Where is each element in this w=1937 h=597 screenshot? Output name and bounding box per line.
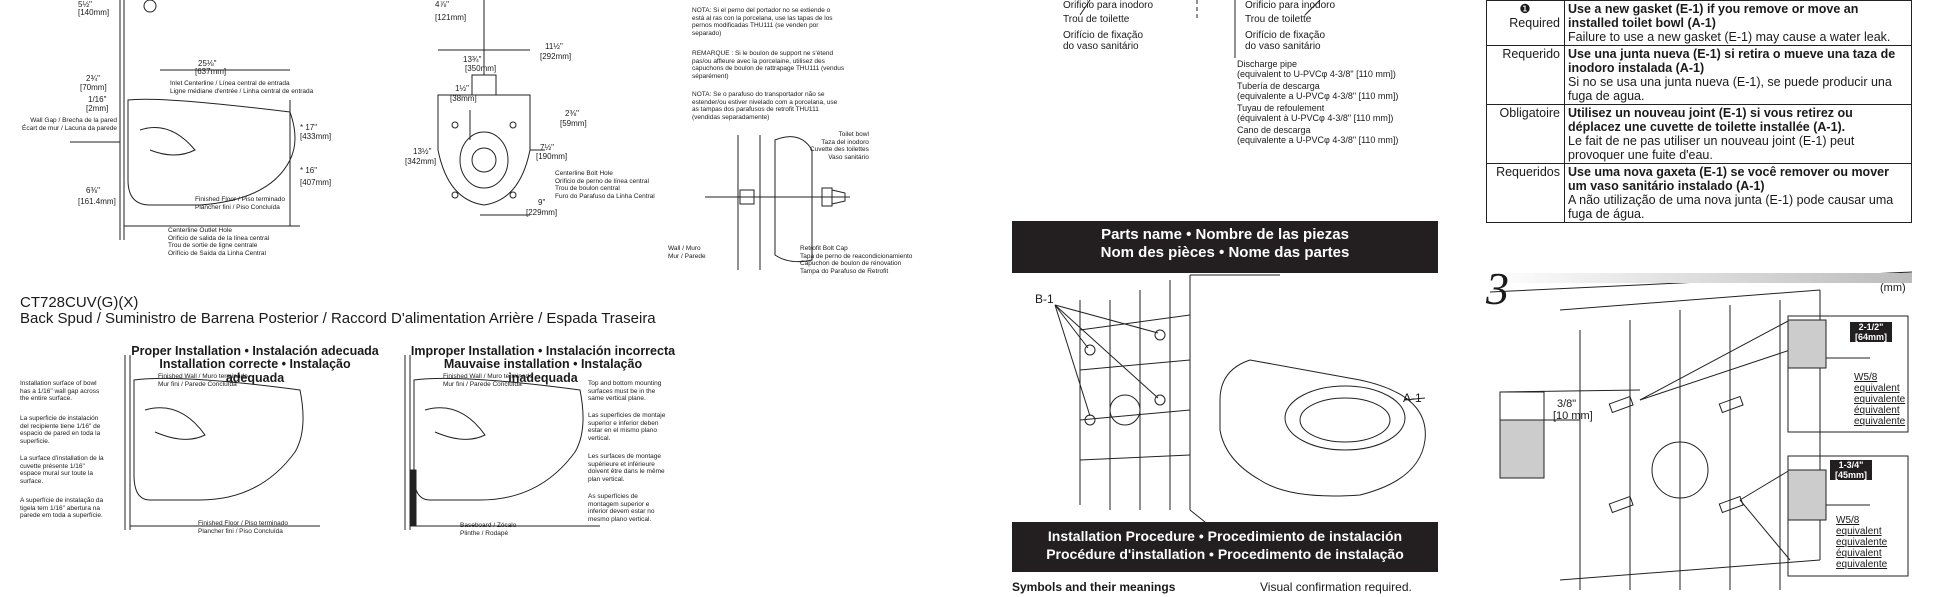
dim-637mm: [637mm] [195,67,227,76]
orificio-pt-label: Orifício de fixação do vaso sanitário [1063,30,1144,52]
orificio-pt-label-2: Orifício de fixação do vaso sanitário [1245,30,1326,52]
improper-heading-1: Improper Installation • Instalación incorrecta [410,344,676,358]
proper-heading-2: Installation correcte • Instalação adequada [159,357,351,385]
req-text: Si no se usa una junta nueva (E-1), se puede producir una fuga de agua. [1568,75,1892,103]
dim-6-38: 6⅜" [86,186,100,195]
note-es: NOTA: Si el perno del portador no se extiende o está al ras con la porcelana, use las tapas de los pernos modificadas THU111 (se venden por separado) [692,7,833,37]
req-content [1565,105,1912,164]
dim-11-5: 11½" [545,42,563,51]
procedure-title-1: Installation Procedure • Procedimiento de instalación [1047,528,1403,544]
req-row-pt [1487,164,1912,223]
dim-13-5: 13½" [413,147,432,156]
note-pt: NOTA: Se o parafuso do transportador não se estender/ou estiver nivelado com a porcelana, use as tampas dos parafusos de retrofit THU111 (vendidas separadamente) [692,91,838,121]
dim-1-16: 1/16" [88,95,107,104]
req-label: Required [1509,16,1560,30]
dim-box-45mm: 1-3/4" [45mm] [1830,460,1872,480]
orificio-label-2: Orificio para inodoro [1245,0,1336,11]
parts-title-2: Nom des pièces • Nome das partes [1100,244,1350,261]
dim-9: 9" [538,198,546,207]
req-content [1565,164,1912,223]
unit-label: (mm) [1880,282,1906,294]
w58-bottom-label: W5/8 equivalent equivalente équivalent equivalente [1836,515,1888,570]
req-row-fr [1487,105,1912,164]
dim-190mm: [190mm] [536,152,568,161]
outlet-hole-label: Centerline Outlet Hole Orificio de salida de la línea central Trou de sortie de ligne centrale Orifício de Saída da Linha Central [168,227,270,257]
req-content [1565,46,1912,105]
req-row-es [1487,46,1912,105]
dim-121mm: [121mm] [435,13,467,22]
dim-10mm: [10 mm] [1553,410,1593,422]
note-fr: REMARQUE : Si le boulon de support ne s'étend pas/ou affleure avec la porcelaine, utilisez des capuchons de boulon de rattrapage THU111 (vendus séparément) [692,50,845,80]
baseboard-label: Baseboard / Zócalo Plinthe / Rodapé [460,522,517,537]
toilet-bowl-label: Toilet bowl Taza del inodoro Cuvette des toilettes Vaso sanitário [810,131,869,161]
improper-side-pt: As superfícies de montagem superior e inferior devem estar no mesmo plano vertical. [588,493,655,523]
procedure-banner [1012,522,1438,572]
dim-25: 25⅛" [198,59,217,68]
improper-side-es: Las superficies de montaje superior e inferior deben estar en el mismo plano vertical. [588,412,666,442]
bolt-hole-label: Centerline Bolt Hole Orificio de perno de línea central Trou de boulon central Furo do Parafuso da Linha Central [555,170,655,200]
w58-top-label: W5/8 equivalent equivalente équivalent equivalente [1854,372,1906,427]
req-bold: Utilisez un nouveau joint (E-1) si vous retirez ou déplacez une cuvette de toilette installée (A-1). [1568,106,1853,134]
dim-292mm: [292mm] [540,52,572,61]
dim-161mm: [161.4mm] [78,197,116,206]
req-label: Obligatoire [1487,105,1565,164]
model-code: CT728CUV(G)(X) [20,294,139,311]
model-subtitle: Back Spud / Suministro de Barrena Posterior / Raccord D'alimentation Arrière / Espada Traseira [20,310,656,327]
requirements-table [1486,0,1912,223]
dim-4-75: 4⅞" [435,0,449,9]
improper-side-en: Top and bottom mounting surfaces must be in the same vertical plane. [588,380,662,403]
dim-59mm: [59mm] [560,119,587,128]
improper-side-fr: Les surfaces de montage supérieure et inférieure doivent être dans le même plan vertical. [588,453,665,483]
dim-350mm: [350mm] [465,64,497,73]
improper-heading-2: Mauvaise installation • Instalação inadequada [443,357,643,385]
req-label: Requerido [1487,46,1565,105]
wall-gap-label: Wall Gap / Brecha de la pared Écart de mur / Lacuna da parede [22,117,118,132]
finished-floor-label: Finished Floor / Piso terminado Plancher fini / Piso Concluída [195,196,285,211]
req-bold: Use a new gasket (E-1) if you remove or move an installed toilet bowl (A-1) [1568,2,1859,30]
symbols-heading: Symbols and their meanings [1012,580,1176,594]
inlet-centerline-label: Inlet Centerline / Línea central de entrada Ligne médiane d'entrée / Linha central de entrada [170,80,314,95]
trou-label: Trou de toilette [1063,14,1130,25]
dim-box-64mm: 2-1/2" [64mm] [1850,322,1892,342]
req-text: Le fait de ne pas utiliser un nouveau joint (E-1) peut provoquer une fuite d'eau. [1568,134,1855,162]
dim-16: * 16" [300,166,318,175]
required-icon: ❶ [1519,2,1531,16]
dim-1-5: 1½" [455,84,469,93]
dim-229mm: [229mm] [526,208,558,217]
dim-433mm: [433mm] [300,132,332,141]
visual-confirmation: Visual confirmation required. [1260,580,1412,594]
improper-wall-label: Finished Wall / Muro terminado Mur fini / Parede Concluída [443,373,533,388]
part-b1-label: B-1 [1035,292,1054,306]
discharge-pipe-en: Discharge pipe (equivalent to U-PVCφ 4-3/8" [110 mm]) [1237,59,1396,79]
proper-side-pt: A superfície de instalação da tigela tem 1/16" abertura na parede em toda a superfície. [20,497,104,520]
req-content [1565,1,1912,46]
discharge-pipe-fr: Tuyau de refoulement (équivalent à U-PVCφ 4-3/8" [110 mm]) [1237,103,1394,123]
part-a1-label: A-1 [1403,391,1422,405]
procedure-title-2: Procédure d'installation • Procedimento de instalação [1046,546,1404,562]
orificio-label: Orificio para inodoro [1063,0,1154,11]
proper-heading-1: Proper Installation • Instalación adecuada [131,344,379,358]
req-label-cell [1487,1,1565,46]
dim-5-5: 5½" [78,0,92,9]
discharge-pipe-es: Tubería de descarga (equivalente a U-PVCφ 4-3/8" [110 mm]) [1237,81,1399,101]
parts-title-1: Parts name • Nombre de las piezas [1101,226,1349,243]
dim-3-8: 3/8" [1557,398,1577,410]
proper-side-en: Installation surface of bowl has a 1/16" wall gap across the entire surface. [20,380,100,403]
dim-407mm: [407mm] [300,178,332,187]
proper-floor-label: Finished Floor / Piso terminado Plancher fini / Piso Concluída [198,520,288,535]
dim-2mm: [2mm] [86,104,109,113]
req-row-en [1487,1,1912,46]
retrofit-cap-label: Retrofit Bolt Cap Tapa de perno de reacondicionamiento Capuchon de boulon de rénovation Tampa do Parafuso de Retrofit [800,245,913,275]
req-label: Requeridos [1487,164,1565,223]
wall-label: Wall / Muro Mur / Parede [668,245,706,260]
proper-wall-label: Finished Wall / Muro terminado Mur fini / Parede Concluída [158,373,248,388]
dim-70mm: [70mm] [80,83,107,92]
dim-13-75: 13¾" [463,55,482,64]
dim-17: * 17" [300,123,318,132]
trou-label-2: Trou de toilette [1245,14,1312,25]
dim-140mm: [140mm] [78,8,110,17]
step-divider [1486,273,1912,283]
req-bold: Use una junta nueva (E-1) si retira o mueve una taza de inodoro instalada (A-1) [1568,47,1896,75]
parts-name-banner [1012,221,1438,273]
dim-2-38: 2⅜" [565,109,579,118]
dim-38mm: [38mm] [450,94,477,103]
dim-342mm: [342mm] [405,157,437,166]
req-text: A não utilização de uma nova junta (E-1) pode causar uma fuga de água. [1568,193,1894,221]
req-bold: Use uma nova gaxeta (E-1) se você remover ou mover um vaso sanitário instalado (A-1) [1568,165,1889,193]
req-text: Failure to use a new gasket (E-1) may cause a water leak. [1568,30,1891,44]
dim-2-75: 2¾" [86,74,100,83]
dim-7-5: 7½" [540,143,554,152]
step-number: 3 [1486,263,1509,314]
proper-side-fr: La surface d'installation de la cuvette présente 1/16" espace mural sur toute la surface. [20,455,104,485]
discharge-pipe-pt: Cano de descarga (equivalente a U-PVCφ 4-3/8" [110 mm]) [1237,125,1399,145]
proper-side-es: La superficie de instalación del recipiente tiene 1/16" de espacio de pared en toda la superficie. [20,415,101,445]
